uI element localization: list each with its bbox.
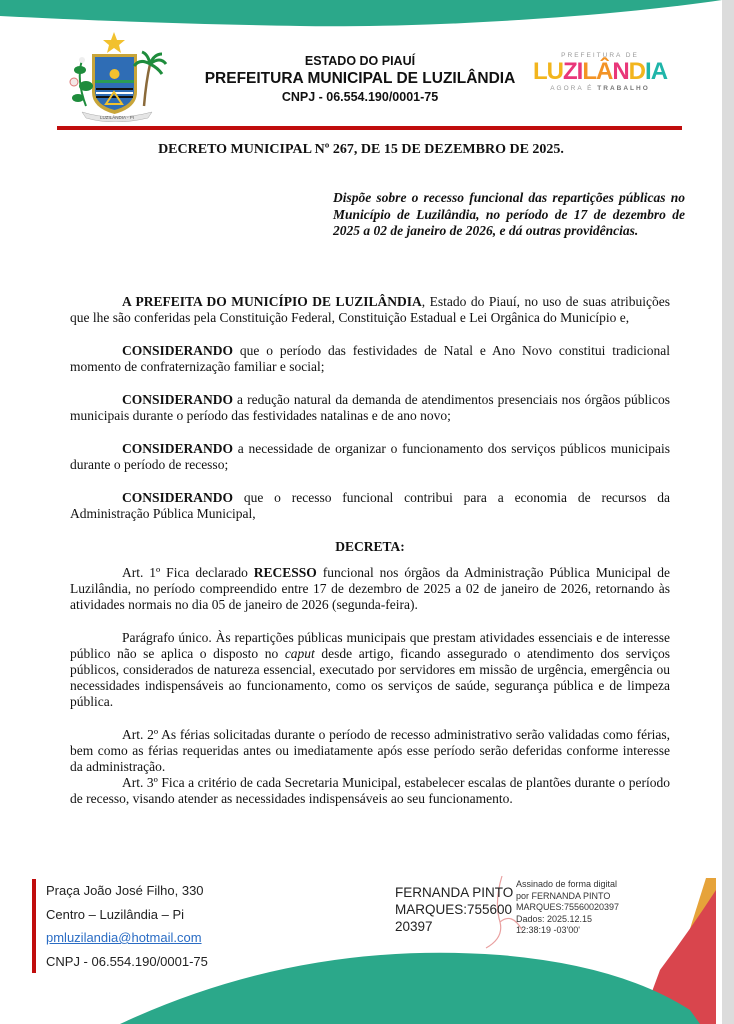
considerando-4 <box>70 490 670 522</box>
considerando-label: CONSIDERANDO <box>122 392 234 407</box>
signature-detail-line: por FERNANDA PINTO <box>516 890 611 901</box>
article-1 <box>70 565 670 613</box>
slogan-bold: TRABALHO <box>597 85 650 92</box>
signer-name <box>395 884 515 935</box>
signer-name-line: FERNANDA PINTO <box>395 885 514 900</box>
brand-letter: A <box>650 58 668 85</box>
top-green-wave <box>0 0 722 30</box>
footer-contact <box>32 879 208 973</box>
brand-letter: I <box>576 58 583 85</box>
art1-text: funcional nos órgãos da Administração Pública Municipal de Luzilândia, no período compreendido entre 17 de dezembro de 2025 a 02 de janeiro de 2026, retornando às atividades normais no dia 05 de janeiro de 2026 (segunda-feira). <box>70 565 671 612</box>
paragrafo-italic: caput <box>284 646 315 661</box>
brand-logo <box>520 52 680 92</box>
considerando-2 <box>70 392 670 424</box>
considerando-3 <box>70 441 670 473</box>
brand-letter: L <box>532 58 547 85</box>
signer-name-line: 20397 <box>395 919 433 934</box>
considerando-text: que o período das festividades de Natal e Ano Novo constitui tradicional momento de confraternização familiar e social; <box>70 343 670 374</box>
decree-body <box>70 294 670 807</box>
prefeitura-name: PREFEITURA MUNICIPAL DE LUZILÂNDIA <box>204 70 516 87</box>
paragrafo-text: Parágrafo único. Às repartições públicas municipais que prestam atividades essenciais e de interesse público não se aplica o disposto no <box>70 630 670 661</box>
brand-letter: Â <box>595 58 613 85</box>
paragrafo-unico <box>70 630 670 710</box>
coat-of-arms-logo <box>62 30 172 122</box>
signature-detail-line: Assinado de forma digital <box>516 879 618 889</box>
considerando-text: a redução natural da demanda de atendimentos presenciais nos órgãos públicos municipais durante o período das festividades natalinas e de ano novo; <box>70 392 670 423</box>
footer-email-link[interactable]: pmluzilandia@hotmail.com <box>46 930 202 945</box>
brand-letter: L <box>582 58 596 85</box>
considerando-label: CONSIDERANDO <box>122 441 234 456</box>
considerando-label: CONSIDERANDO <box>122 343 234 358</box>
brand-letter: Z <box>562 58 577 85</box>
article-2: Art. 2º As férias solicitadas durante o período de recesso administrativo serão validadas como férias, bem como as férias requeridas antes ou imediatamente após esse período serão deferidas conforme interesse da administração. <box>70 727 670 774</box>
header-text <box>190 53 530 105</box>
considerando-text: a necessidade de organizar o funcionamento dos serviços públicos municipais durante o período de recesso; <box>70 441 670 472</box>
digital-signature-details <box>516 879 619 937</box>
signature-detail-line: MARQUES:75560020397 <box>516 902 620 912</box>
coat-of-arms-label: LUZILÂNDIA - PI <box>99 115 135 120</box>
art1-bold: RECESSO <box>253 565 317 580</box>
slogan-part: AGORA É <box>550 85 598 92</box>
brand-slogan <box>520 85 680 92</box>
brand-letter: N <box>612 58 629 85</box>
viewer-margin <box>722 0 734 1024</box>
decreta-heading: DECRETA: <box>335 539 405 554</box>
paragrafo-text: desde artigo, ficando assegurado o atendimento dos serviços públicos, considerados de natureza essencial, executado por servidores em missão de urgência, emergência ou necessidades indispensáveis ao funcionamento, como os serviços de saúde, segurança pública e de limpeza pública. <box>70 646 671 709</box>
footer-address-1: Praça João José Filho, 330 <box>46 883 204 898</box>
preamble-bold: A PREFEITA DO MUNICÍPIO DE LUZILÂNDIA <box>122 294 422 309</box>
brand-letter: U <box>546 58 563 85</box>
considerando-label: CONSIDERANDO <box>122 490 234 505</box>
brand-name <box>520 59 680 85</box>
footer-address-2: Centro – Luzilândia – Pi <box>46 906 185 922</box>
brand-letter: D <box>628 58 646 85</box>
header-divider <box>57 126 682 130</box>
brand-letter: I <box>645 58 651 85</box>
considerando-text: que o recesso funcional contribui para a economia de recursos da Administração Pública Municipal, <box>70 490 670 521</box>
decree-title: DECRETO MUNICIPAL Nº 267, DE 15 DE DEZEMBRO DE 2025. <box>158 142 564 157</box>
brand-pre: PREFEITURA DE <box>561 52 639 59</box>
footer-cnpj: CNPJ - 06.554.190/0001-75 <box>46 953 208 969</box>
header-cnpj: CNPJ - 06.554.190/0001-75 <box>281 90 439 104</box>
signer-name-line: MARQUES:755600 <box>395 902 513 917</box>
state-name: ESTADO DO PIAUÍ <box>304 54 416 68</box>
decree-ementa: Dispõe sobre o recesso funcional das repartições públicas no Município de Luzilândia, no período de 17 de dezembro de 2025 a 02 de janeiro de 2026, e dá outras providências. <box>333 190 685 238</box>
signature-detail-line: 12:38:19 -03'00' <box>516 925 580 935</box>
signature-detail-line: Dados: 2025.12.15 <box>516 913 593 924</box>
article-3: Art. 3º Fica a critério de cada Secretaria Municipal, estabelecer escalas de plantões durante o período de recesso, visando atender as necessidades indispensáveis ao seu funcionamento. <box>70 775 670 806</box>
art1-text: Art. 1º Fica declarado <box>122 565 254 580</box>
considerando-1 <box>70 343 670 375</box>
preamble <box>70 294 670 326</box>
preamble-text: , Estado do Piauí, no uso de suas atribuições que lhe são conferidas pela Constituição Federal, Constituição Estadual e Lei Orgânica do Município e, <box>70 294 670 325</box>
